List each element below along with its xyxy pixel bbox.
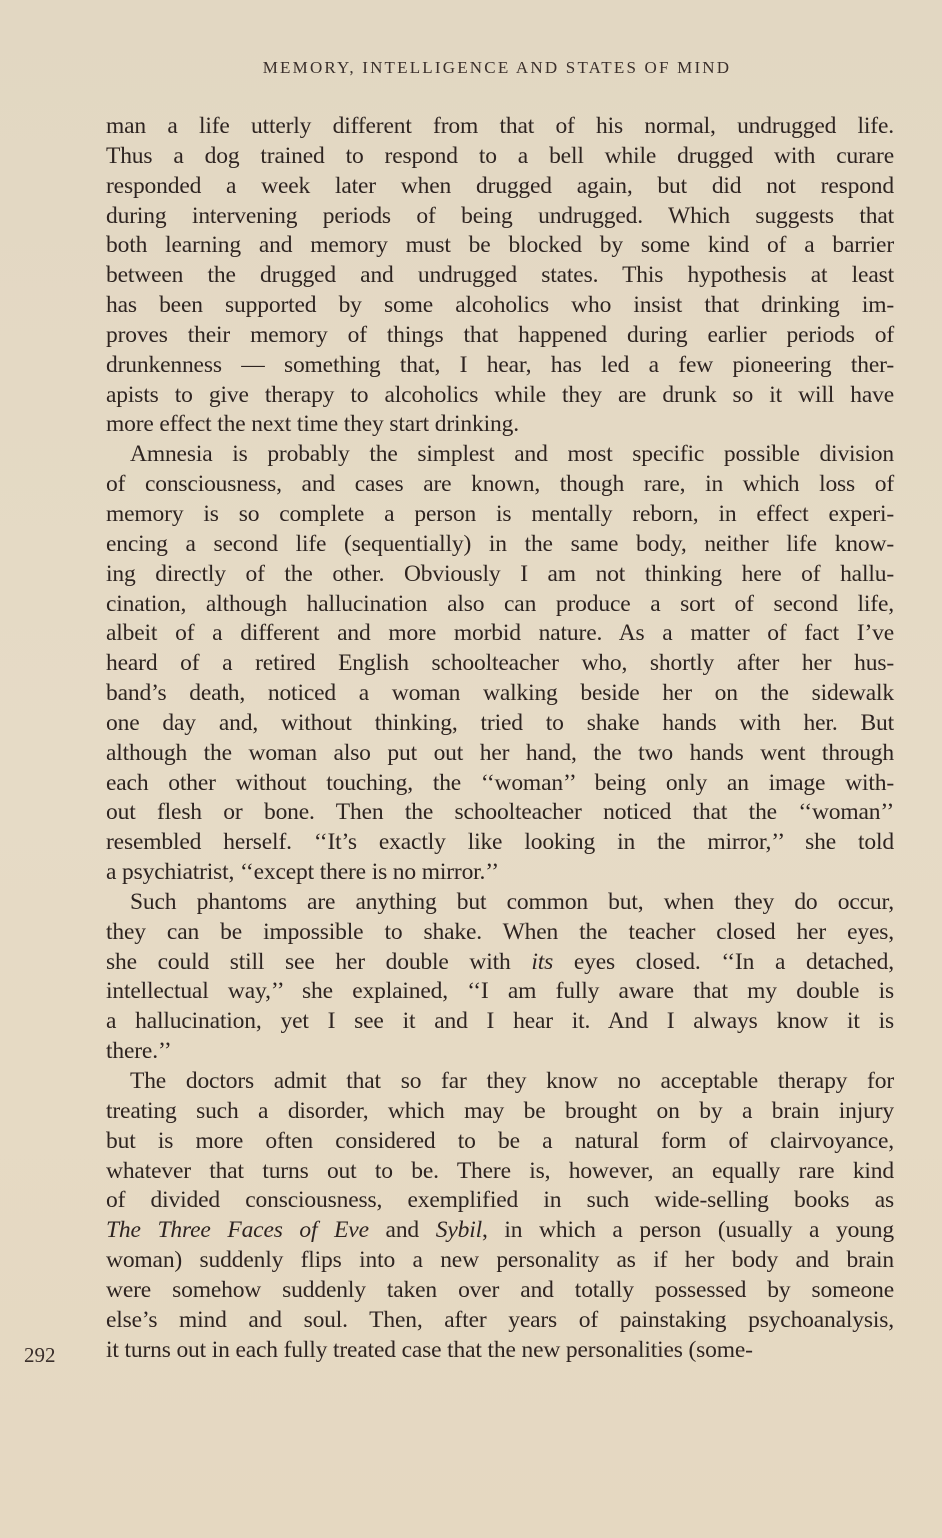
text-line: intellectual way,’’ she explained, ‘‘I am fully aware that my double is [106, 978, 894, 1005]
text-line: a hallucination, yet I see it and I hear it. And I always know it is [106, 1008, 894, 1035]
text-line: of divided consciousness, exemplified in such wide-selling books as [106, 1187, 894, 1214]
text-line: band’s death, noticed a woman walking beside her on the sidewalk [106, 680, 894, 707]
text-line: there.’’ [106, 1038, 172, 1065]
text-line: heard of a retired English schoolteacher who, shortly after her hus- [106, 650, 894, 677]
text-line: man a life utterly different from that of his normal, undrugged life. [106, 113, 894, 139]
text-line: treating such a disorder, which may be brought on by a brain injury [106, 1097, 894, 1124]
text-line: more effect the next time they start drinking. [106, 411, 519, 438]
text-line: has been supported by some alcoholics who insist that drinking im- [106, 292, 894, 319]
italic-title: its [531, 948, 554, 975]
text-line: were somehow suddenly taken over and totally possessed by someone [106, 1276, 894, 1303]
text-line: of consciousness, and cases are known, though rare, in which loss of [106, 471, 894, 498]
italic-title: The Three Faces of Eve [106, 1217, 369, 1244]
text-line: both learning and memory must be blocked by some kind of a barrier [106, 232, 894, 259]
text-line: each other without touching, the ‘‘woman’’ being only an image with- [106, 769, 894, 796]
text-line: The Three Faces of Eve and Sybil, in which a person (usually a young [106, 1217, 894, 1244]
text-line: although the woman also put out her hand, the two hands went through [106, 739, 894, 766]
text-line: The doctors admit that so far they know no acceptable therapy for [130, 1068, 894, 1094]
text-line: else’s mind and soul. Then, after years of painstaking psychoanalysis, [106, 1306, 894, 1333]
text-line: out flesh or bone. Then the schoolteacher noticed that the ‘‘woman’’ [106, 799, 894, 826]
text-line: Thus a dog trained to respond to a bell while drugged with curare [106, 142, 894, 169]
text-line: ing directly of the other. Obviously I am not thinking here of hallu- [106, 560, 894, 587]
text-line: resembled herself. ‘‘It’s exactly like looking in the mirror,’’ she told [106, 829, 894, 856]
text-line: encing a second life (sequentially) in the same body, neither life know- [106, 530, 894, 557]
text-line: whatever that turns out to be. There is, however, an equally rare kind [106, 1157, 894, 1184]
text-line: Such phantoms are anything but common but, when they do occur, [130, 888, 894, 915]
italic-title: Sybil [435, 1217, 482, 1244]
text-line: memory is so complete a person is mentally reborn, in effect experi- [106, 500, 894, 527]
text-line: but is more often considered to be a natural form of clairvoyance, [106, 1127, 894, 1154]
paragraph [106, 888, 894, 1067]
text-line: woman) suddenly flips into a new personality as if her body and brain [106, 1247, 894, 1274]
text-line: proves their memory of things that happened during earlier periods of [106, 321, 894, 348]
text-line: during intervening periods of being undrugged. Which suggests that [106, 202, 894, 229]
text-line: albeit of a different and more morbid nature. As a matter of fact I’ve [106, 620, 894, 647]
text-line: apists to give therapy to alcoholics while they are drunk so it will have [106, 381, 894, 408]
text-line: drunkenness — something that, I hear, has led a few pioneering ther- [106, 351, 894, 378]
text-line: they can be impossible to shake. When the teacher closed her eyes, [106, 918, 894, 945]
paragraph [106, 1067, 894, 1365]
text-line: a psychiatrist, ‘‘except there is no mirror.’’ [106, 859, 499, 886]
text-line: it turns out in each fully treated case that the new personalities (some- [106, 1336, 753, 1363]
body-text [106, 112, 894, 1365]
text-line: Amnesia is probably the simplest and most specific possible division [130, 441, 894, 468]
page-number: 292 [24, 1343, 56, 1367]
paragraph [106, 112, 894, 440]
paragraph [106, 440, 894, 888]
text-line: between the drugged and undrugged states. This hypothesis at least [106, 262, 894, 289]
text-line: she could still see her double with its eyes closed. ‘‘In a detached, [106, 948, 894, 975]
text-line: one day and, without thinking, tried to shake hands with her. But [106, 709, 894, 736]
running-head: MEMORY, INTELLIGENCE AND STATES OF MIND [262, 58, 732, 77]
text-line: cination, although hallucination also can produce a sort of second life, [106, 590, 894, 617]
text-line: responded a week later when drugged again, but did not respond [106, 172, 894, 199]
